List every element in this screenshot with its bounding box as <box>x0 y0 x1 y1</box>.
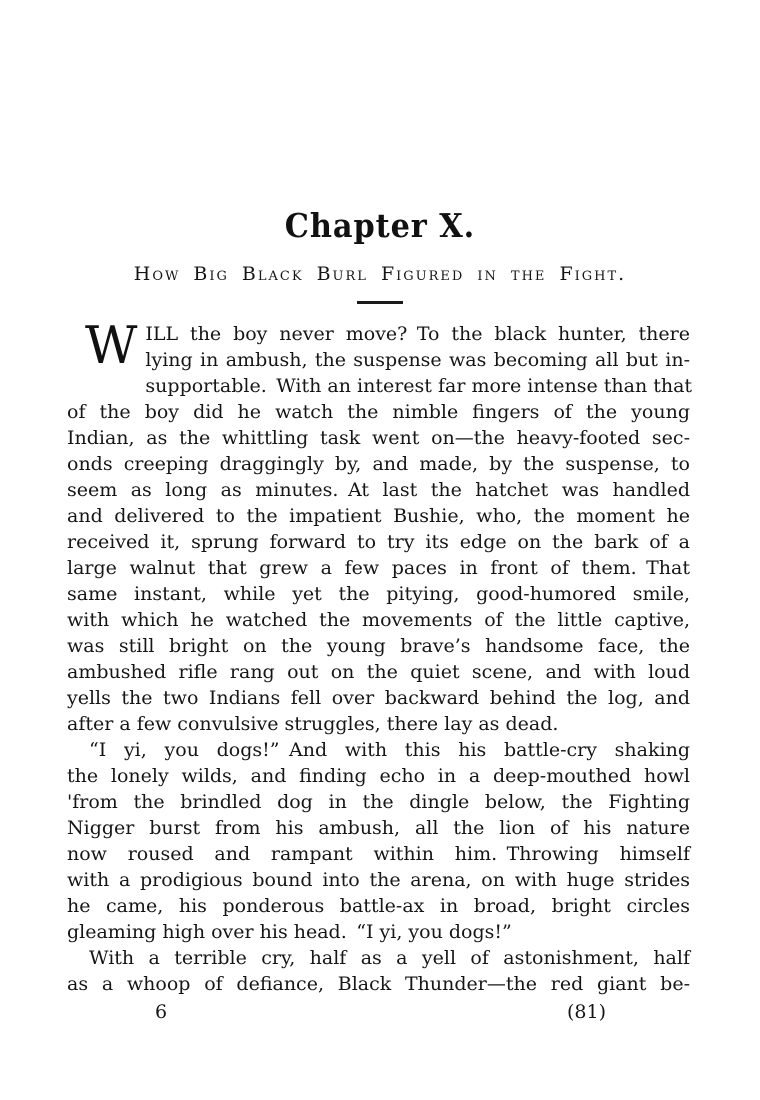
text-line: with a prodigious bound into the arena, on with huge strides <box>67 869 690 891</box>
paragraph <box>67 737 690 945</box>
text-line: seem as long as minutes. At last the hatchet was handled <box>67 479 690 501</box>
body-text <box>67 317 693 997</box>
text-line: with which he watched the movements of the little captive, <box>67 609 690 631</box>
text-line: of the boy did he watch the nimble fingers of the young <box>67 401 690 423</box>
chapter-title: Chapter X. <box>284 206 476 245</box>
text-line: the lonely wilds, and finding echo in a deep-mouthed howl <box>67 765 690 787</box>
text-line: after a few convulsive struggles, there lay as dead. <box>67 713 559 735</box>
text-line: he came, his ponderous battle-ax in broad, bright circles <box>67 895 690 917</box>
text-line: same instant, while yet the pitying, good-humored smile, <box>67 583 690 605</box>
text-line: as a whoop of defiance, Black Thunder—the red giant be- <box>67 973 690 995</box>
text-line: lying in ambush, the suspense was becoming all but in- <box>145 349 690 371</box>
text-line: gleaming high over his head. “I yi, you dogs!” <box>67 921 512 943</box>
chapter-subtitle: How Big Black Burl Figured in the Fight. <box>133 263 627 285</box>
text-line: 'from the brindled dog in the dingle below, the Fighting <box>67 791 690 813</box>
text-line: “I yi, you dogs!” And with this his battle-cry shaking <box>89 739 690 761</box>
text-line: received it, sprung forward to try its edge on the bark of a <box>67 531 690 553</box>
signature-mark: 6 <box>155 1001 168 1023</box>
page-number: (81) <box>566 1001 606 1023</box>
page-footer <box>67 997 690 1025</box>
section-divider <box>357 301 403 304</box>
text-line: large walnut that grew a few paces in front of them. That <box>67 557 690 579</box>
text-line: Nigger burst from his ambush, all the lion of his nature <box>67 817 690 839</box>
text-line: Indian, as the whittling task went on—the heavy-footed sec- <box>67 427 690 449</box>
paragraph <box>67 317 693 737</box>
drop-cap: W <box>85 317 138 376</box>
paragraph <box>67 945 690 997</box>
text-line: was still bright on the young brave’s handsome face, the <box>67 635 690 657</box>
text-line: yells the two Indians fell over backward behind the log, and <box>67 687 690 709</box>
text-line: With a terrible cry, half as a yell of astonishment, half <box>89 947 690 969</box>
text-line: ambushed rifle rang out on the quiet scene, and with loud <box>67 661 690 683</box>
text-line: onds creeping draggingly by, and made, by the suspense, to <box>67 453 690 475</box>
text-line: supportable. With an interest far more intense than that <box>145 375 693 397</box>
text-line: and delivered to the impatient Bushie, who, the moment he <box>67 505 690 527</box>
text-line: ILL the boy never move? To the black hunter, there <box>145 323 690 345</box>
text-line: now roused and rampant within him. Throwing himself <box>67 843 690 865</box>
